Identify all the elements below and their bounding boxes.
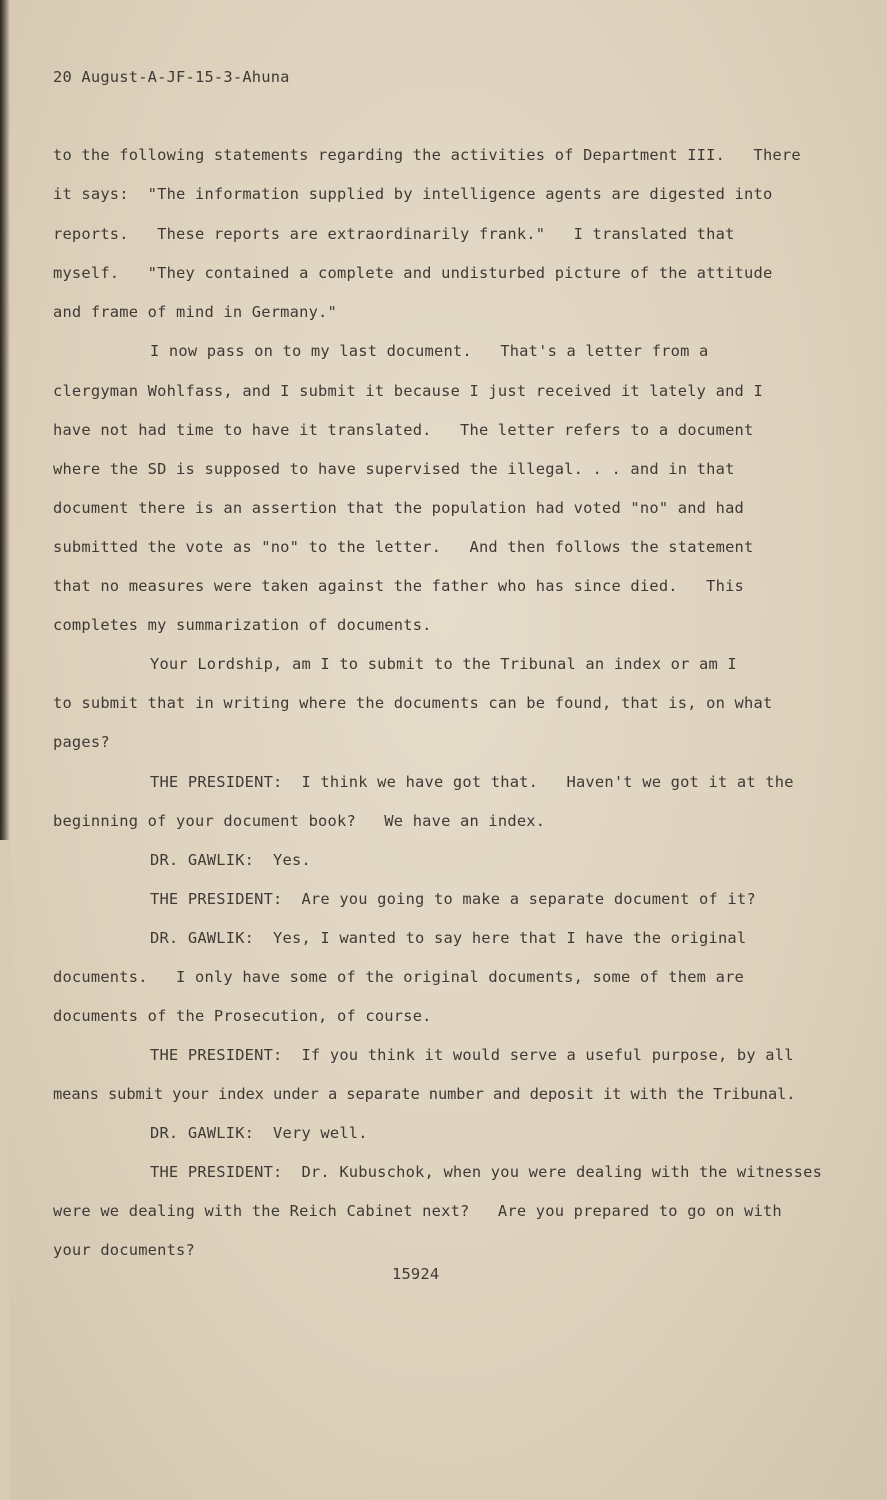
body-line: means submit your index under a separate number and deposit it with the Tribunal. <box>53 1085 796 1103</box>
body-line: Your Lordship, am I to submit to the Tribunal an index or am I <box>150 655 737 673</box>
body-line: DR. GAWLIK: Yes. <box>150 851 311 869</box>
body-line: to submit that in writing where the documents can be found, that is, on what <box>53 694 773 712</box>
body-line: that no measures were taken against the father who has since died. This <box>53 577 745 595</box>
body-line: beginning of your document book? We have an index. <box>53 812 546 830</box>
body-line: myself. "They contained a complete and undisturbed picture of the attitude <box>53 264 773 282</box>
body-line: reports. These reports are extraordinarily frank." I translated that <box>53 225 735 243</box>
body-line: to the following statements regarding the activities of Department III. There <box>53 146 801 164</box>
body-line: THE PRESIDENT: Dr. Kubuschok, when you were dealing with the witnesses <box>150 1163 823 1181</box>
body-line: where the SD is supposed to have supervised the illegal. . . and in that <box>53 460 735 478</box>
document-header-id: 20 August-A-JF-15-3-Ahuna <box>53 68 290 86</box>
body-line: and frame of mind in Germany." <box>53 303 337 321</box>
body-line: your documents? <box>53 1241 195 1259</box>
body-line: I now pass on to my last document. That's a letter from a <box>150 342 709 360</box>
body-line: pages? <box>53 733 110 751</box>
body-line: document there is an assertion that the population had voted "no" and had <box>53 499 745 517</box>
body-line: were we dealing with the Reich Cabinet next? Are you prepared to go on with <box>53 1202 782 1220</box>
page-left-edge-lower <box>0 840 10 1500</box>
body-line: DR. GAWLIK: Yes, I wanted to say here that I have the original <box>150 929 747 947</box>
body-line: THE PRESIDENT: I think we have got that. Haven't we got it at the <box>150 773 794 791</box>
body-line: THE PRESIDENT: Are you going to make a separate document of it? <box>150 890 756 908</box>
body-line: THE PRESIDENT: If you think it would serve a useful purpose, by all <box>150 1046 794 1064</box>
body-line: completes my summarization of documents. <box>53 616 432 634</box>
body-line: documents of the Prosecution, of course. <box>53 1007 432 1025</box>
body-line: have not had time to have it translated. The letter refers to a document <box>53 421 754 439</box>
body-line: DR. GAWLIK: Very well. <box>150 1124 368 1142</box>
body-line: it says: "The information supplied by intelligence agents are digested into <box>53 185 773 203</box>
body-line: clergyman Wohlfass, and I submit it because I just received it lately and I <box>53 382 763 400</box>
body-line: submitted the vote as "no" to the letter. And then follows the statement <box>53 538 754 556</box>
page-number: 15924 <box>392 1265 440 1283</box>
body-line: documents. I only have some of the original documents, some of them are <box>53 968 745 986</box>
